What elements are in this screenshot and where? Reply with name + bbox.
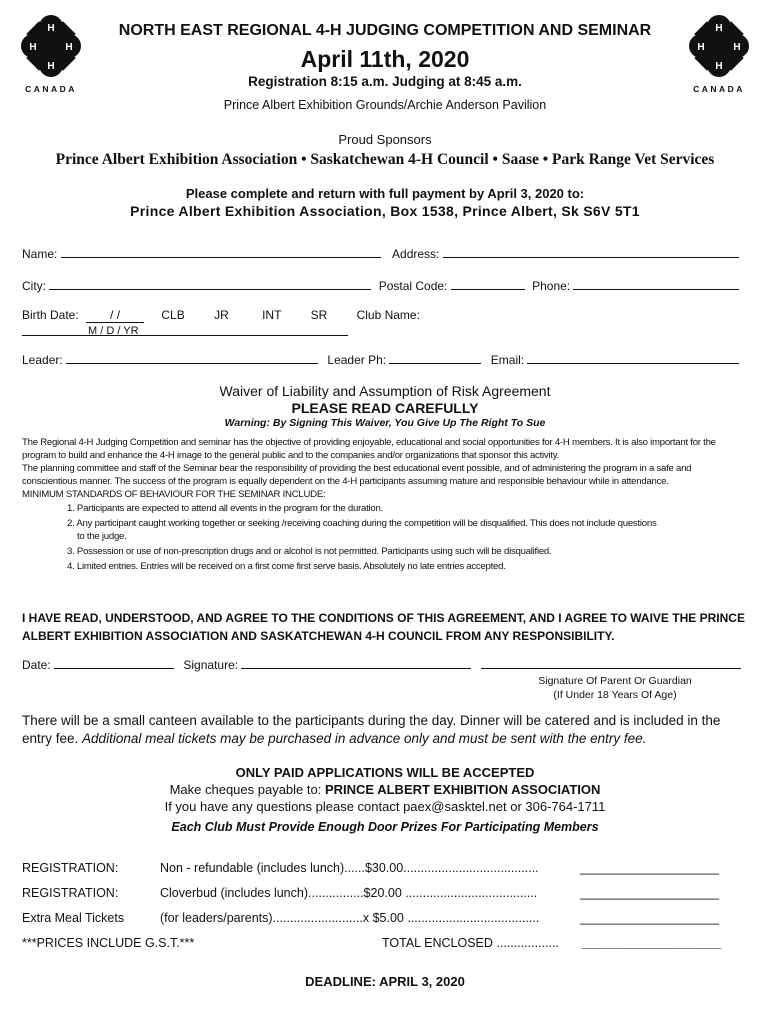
date-field[interactable] (54, 656, 174, 669)
club-label: Club Name: (356, 308, 420, 322)
list-item: to the judge. (77, 531, 127, 542)
deadline: DEADLINE: APRIL 3, 2020 (305, 974, 465, 989)
event-title: NORTH EAST REGIONAL 4-H JUDGING COMPETITION AND SEMINAR (118, 22, 652, 39)
leader-label: Leader: (22, 353, 63, 367)
address-field[interactable] (443, 245, 739, 258)
birth-format: M / D / YR (88, 325, 139, 337)
svg-text:H: H (29, 42, 37, 53)
waiver-warning: Warning: By Signing This Waiver, You Give Up The Right To Sue (224, 417, 546, 429)
signature-row (22, 656, 748, 672)
svg-text:H: H (65, 42, 73, 53)
svg-text:H: H (47, 23, 55, 34)
form-row-city (22, 277, 748, 293)
list-item: 3. Possession or use of non-prescription drugs and or alcohol is not permitted. Participants using such will be disqualified. (67, 546, 552, 557)
form-row-name (22, 245, 748, 261)
event-times: Registration 8:15 a.m. Judging at 8:45 a.m. (248, 74, 522, 89)
svg-text:H: H (733, 42, 741, 53)
postal-field[interactable] (451, 277, 525, 290)
city-label: City: (22, 279, 46, 293)
email-label: Email: (490, 353, 525, 367)
waiver-paragraph-1: The Regional 4-H Judging Competition and seminar has the objective of providing enjoyable, educational and social opportunities for 4-H members. It is also important for the program to build and enhance the 4-H image to the general public and to the companies and/or organizations that sponsor this activity. (22, 437, 716, 461)
date-label: Date: (22, 658, 51, 672)
leader-phone-label: Leader Ph: (327, 353, 387, 367)
fee-label: REGISTRATION: (22, 861, 119, 875)
door-prizes-notice: Each Club Must Provide Enough Door Prizes For Participating Members (171, 820, 599, 834)
sponsors-label: Proud Sponsors (338, 132, 432, 147)
birth-label: Birth Date: (22, 308, 79, 322)
fee-label: REGISTRATION: (22, 886, 119, 900)
list-item: 2. Any participant caught working together or seeking /receiving coaching during the competition will be disqualified. This does not include questions (67, 518, 657, 529)
address-label: Address: (392, 247, 440, 261)
canteen-italic: Additional meal tickets may be purchased in advance only and must be sent with the entry fee. (82, 731, 647, 746)
age-sr[interactable]: SR (310, 308, 328, 322)
age-clb[interactable]: CLB (161, 308, 185, 322)
contact-line: If you have any questions please contact paex@sasktel.net or 306-764-1711 (164, 799, 606, 814)
phone-field[interactable] (573, 277, 739, 290)
event-date: April 11th, 2020 (300, 46, 470, 72)
cheques-payee: PRINCE ALBERT EXHIBITION ASSOCIATION (324, 782, 601, 797)
email-field[interactable] (527, 351, 739, 364)
svg-text:H: H (715, 23, 723, 34)
age-int[interactable]: INT (262, 308, 282, 322)
fee-amount-field[interactable]: ____________________ (580, 911, 720, 925)
total-label: TOTAL ENCLOSED .................. (382, 936, 559, 950)
standards-list (22, 501, 747, 573)
waiver-body (22, 436, 747, 573)
signature-field[interactable] (241, 656, 471, 669)
form-row-leader (22, 351, 748, 367)
waiver-title: Waiver of Liability and Assumption of Risk Agreement (219, 383, 551, 399)
canteen-notice (22, 712, 752, 748)
club-field[interactable] (22, 323, 348, 336)
city-field[interactable] (49, 277, 371, 290)
svg-text:H: H (697, 42, 705, 53)
name-label: Name: (22, 247, 58, 261)
fee-label: Extra Meal Tickets (22, 911, 125, 925)
waiver-read-carefully: PLEASE READ CAREFULLY (291, 400, 479, 416)
return-address: Prince Albert Exhibition Association, Box 1538, Prince Albert, Sk S6V 5T1 (130, 203, 640, 219)
phone-label: Phone: (532, 279, 571, 293)
list-item: 1. Participants are expected to attend all events in the program for the duration. (67, 503, 384, 514)
parent-caption-2: (If Under 18 Years Of Age) (553, 689, 677, 701)
waiver-paragraph-2: The planning committee and staff of the Seminar bear the responsibility of providing the best educational event possible, and of administering the program in a safe and conscientious manner. The success of the program is equally dependent on the 4-H participants assuming mature and responsible behaviour while in attendance. (22, 463, 692, 487)
svg-text:H: H (715, 61, 723, 72)
agreement-statement: I HAVE READ, UNDERSTOOD, AND AGREE TO THE CONDITIONS OF THIS AGREEMENT, AND I AGREE TO WAIVE THE PRINCE ALBERT EXHIBITION ASSOCIATION AND SASKATCHEWAN 4-H COUNCIL FROM ANY RESPONSIBILITY. (22, 611, 745, 643)
canada-label: CANADA (25, 84, 77, 94)
gst-note: ***PRICES INCLUDE G.S.T.*** (22, 936, 195, 950)
total-amount-field[interactable]: ____________________ (582, 936, 722, 950)
list-item: 4. Limited entries. Entries will be received on a first come first serve basis. Absolutely no late entries accepted. (67, 561, 506, 572)
fee-description: Non - refundable (includes lunch)......$30.00....................................... (160, 861, 539, 875)
cheques-line (0, 782, 770, 797)
paid-only-notice: ONLY PAID APPLICATIONS WILL BE ACCEPTED (235, 765, 535, 780)
parent-caption-1: Signature Of Parent Or Guardian (538, 675, 692, 687)
signature-label: Signature: (183, 658, 239, 672)
return-instructions: Please complete and return with full payment by April 3, 2020 to: (185, 186, 585, 201)
name-field[interactable] (61, 245, 381, 258)
fee-amount-field[interactable]: ____________________ (580, 861, 720, 875)
sponsors-list: Prince Albert Exhibition Association • Saskatchewan 4-H Council • Saase • Park Range Vet Services (55, 151, 715, 168)
fee-description: Cloverbud (includes lunch)................$20.00 ...................................... (160, 886, 538, 900)
age-jr[interactable]: JR (214, 308, 229, 322)
fee-amount-field[interactable]: ____________________ (580, 886, 720, 900)
fee-description: (for leaders/parents)..........................x $5.00 ...................................... (160, 911, 540, 925)
parent-signature-field[interactable] (481, 656, 741, 669)
leader-phone-field[interactable] (389, 351, 481, 364)
canteen-text: There will be a small canteen available to the participants during the day. Dinner will be catered and is included in the entry fee. (22, 713, 721, 746)
cheques-label: Make cheques payable to: (169, 782, 322, 797)
postal-label: Postal Code: (378, 279, 448, 293)
canada-label: CANADA (693, 84, 745, 94)
birth-field[interactable]: / / (86, 308, 144, 323)
standards-heading: MINIMUM STANDARDS OF BEHAVIOUR FOR THE SEMINAR INCLUDE: (22, 489, 326, 500)
leader-field[interactable] (66, 351, 318, 364)
svg-text:H: H (47, 61, 55, 72)
parent-signature-caption (480, 674, 750, 702)
event-venue: Prince Albert Exhibition Grounds/Archie Anderson Pavilion (223, 98, 547, 112)
